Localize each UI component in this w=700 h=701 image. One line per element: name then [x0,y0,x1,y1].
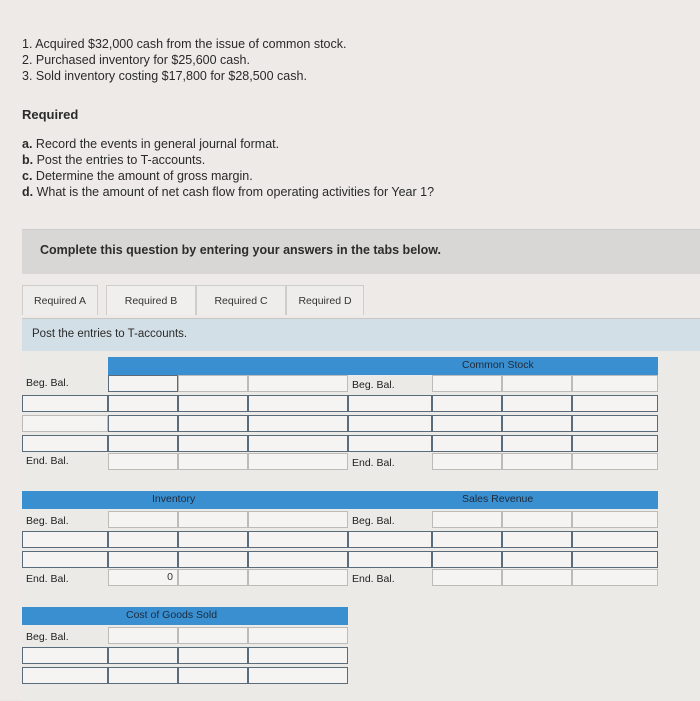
cs-debit-ref[interactable] [348,395,432,412]
cogs-credit-amt[interactable] [248,647,348,664]
tab-required-a[interactable]: Required A [22,285,98,315]
cs-credit-amt[interactable] [572,375,658,392]
cash-credit-ref[interactable] [178,435,248,452]
cogs-debit-amt[interactable] [108,627,178,644]
sr-debit-amt[interactable] [432,551,502,568]
inv-credit-ref[interactable] [178,551,248,568]
account-title: Cost of Goods Sold [126,609,218,621]
cogs-debit-ref[interactable] [22,667,108,684]
required-item: a. Record the events in general journal format. [22,137,280,151]
cs-debit-amt[interactable] [432,415,502,432]
cogs-credit-amt[interactable] [248,627,348,644]
instruction-text: Post the entries to T-accounts. [32,328,188,340]
beg-bal-label: Beg. Bal. [352,379,395,391]
cogs-credit-ref[interactable] [178,627,248,644]
inv-credit-amt[interactable] [248,531,348,548]
sr-debit-ref[interactable] [348,531,432,548]
cs-end-credit[interactable] [572,453,658,470]
cash-debit-beg[interactable] [108,375,178,392]
banner-text: Complete this question by entering your answers in the tabs below. [40,243,441,257]
cash-credit-ref[interactable] [178,415,248,432]
inv-credit-amt[interactable] [248,551,348,568]
beg-bal-label: Beg. Bal. [26,515,69,527]
inv-credit-ref[interactable] [178,511,248,528]
inv-debit-amt[interactable] [108,531,178,548]
cash-credit-amt[interactable] [248,395,348,412]
inv-credit-amt[interactable] [248,511,348,528]
cs-debit-ref[interactable] [348,435,432,452]
cash-credit-cell[interactable] [248,375,348,392]
tab-required-d[interactable]: Required D [286,285,364,315]
inventory-end-value: 0 [167,571,173,583]
cs-debit-amt[interactable] [432,375,502,392]
cash-debit-amt[interactable] [108,435,178,452]
cash-end-bal-amt[interactable] [178,453,248,470]
cs-debit-amt[interactable] [432,395,502,412]
cs-end-credit-ref[interactable] [502,453,572,470]
cash-debit-beg-amt[interactable] [178,375,248,392]
sr-debit-ref[interactable] [348,551,432,568]
cs-credit-amt[interactable] [572,395,658,412]
cash-debit-amt[interactable] [108,415,178,432]
cash-end-credit[interactable] [248,453,348,470]
end-bal-label: End. Bal. [352,457,395,469]
inv-end-bal[interactable] [108,569,178,586]
tab-required-b[interactable]: Required B [106,285,196,315]
sr-end-credit-ref[interactable] [502,569,572,586]
required-item: b. Post the entries to T-accounts. [22,153,206,167]
sr-credit-amt[interactable] [572,511,658,528]
cs-credit-amt[interactable] [572,415,658,432]
tab-content [22,318,700,701]
instruction-banner [22,229,700,274]
required-list [22,136,434,200]
inv-debit-ref[interactable] [22,531,108,548]
inv-credit-ref[interactable] [178,531,248,548]
cash-debit-amt[interactable] [108,395,178,412]
inv-end-credit-ref[interactable] [178,569,248,586]
sr-credit-ref[interactable] [502,531,572,548]
instruction-bar [22,319,700,351]
cogs-debit-amt[interactable] [108,667,178,684]
event-list [22,36,346,84]
tab-required-c[interactable]: Required C [196,285,286,315]
inv-debit-amt[interactable] [108,551,178,568]
event-item: 2. Purchased inventory for $25,600 cash. [22,53,250,67]
beg-bal-label: Beg. Bal. [26,377,69,389]
end-bal-label: End. Bal. [26,573,69,585]
cash-credit-amt[interactable] [248,435,348,452]
inv-debit-amt[interactable] [108,511,178,528]
end-bal-label: End. Bal. [352,573,395,585]
cash-credit-amt[interactable] [248,415,348,432]
required-item: c. Determine the amount of gross margin. [22,169,253,183]
cash-debit-ref[interactable] [22,435,108,452]
sr-credit-amt[interactable] [572,531,658,548]
sr-credit-ref[interactable] [502,511,572,528]
event-item: 1. Acquired $32,000 cash from the issue of common stock. [22,37,347,51]
sr-end-credit[interactable] [572,569,658,586]
cash-debit-ref[interactable] [22,395,108,412]
cogs-credit-ref[interactable] [178,667,248,684]
cs-credit-ref[interactable] [502,395,572,412]
account-title: Common Stock [462,359,534,371]
end-bal-label: End. Bal. [26,455,69,467]
inv-debit-ref[interactable] [22,551,108,568]
cs-end-bal[interactable] [432,453,502,470]
cogs-debit-ref[interactable] [22,647,108,664]
sr-credit-amt[interactable] [572,551,658,568]
cash-end-bal[interactable] [108,453,178,470]
sr-end-bal[interactable] [432,569,502,586]
cs-debit-ref[interactable] [348,415,432,432]
cogs-debit-amt[interactable] [108,647,178,664]
account-title: Sales Revenue [462,493,534,505]
sr-debit-amt[interactable] [432,511,502,528]
cs-credit-ref[interactable] [502,415,572,432]
account-title: Inventory [152,493,196,505]
inv-end-credit[interactable] [248,569,348,586]
cash-credit-ref[interactable] [178,395,248,412]
required-heading: Required [22,107,79,122]
cs-credit-ref[interactable] [502,375,572,392]
account-header-bar [22,491,108,509]
cs-debit-amt[interactable] [432,435,502,452]
account-header-bar [108,491,348,509]
cogs-credit-amt[interactable] [248,667,348,684]
cs-credit-ref[interactable] [502,435,572,452]
beg-bal-label: Beg. Bal. [352,515,395,527]
required-item: d. What is the amount of net cash flow from operating activities for Year 1? [22,185,435,199]
sr-credit-ref[interactable] [502,551,572,568]
event-item: 3. Sold inventory costing $17,800 for $28,500 cash. [22,69,307,83]
beg-bal-label: Beg. Bal. [26,631,69,643]
cogs-credit-ref[interactable] [178,647,248,664]
sr-debit-amt[interactable] [432,531,502,548]
cash-debit-ref[interactable] [22,415,108,432]
cs-credit-amt[interactable] [572,435,658,452]
